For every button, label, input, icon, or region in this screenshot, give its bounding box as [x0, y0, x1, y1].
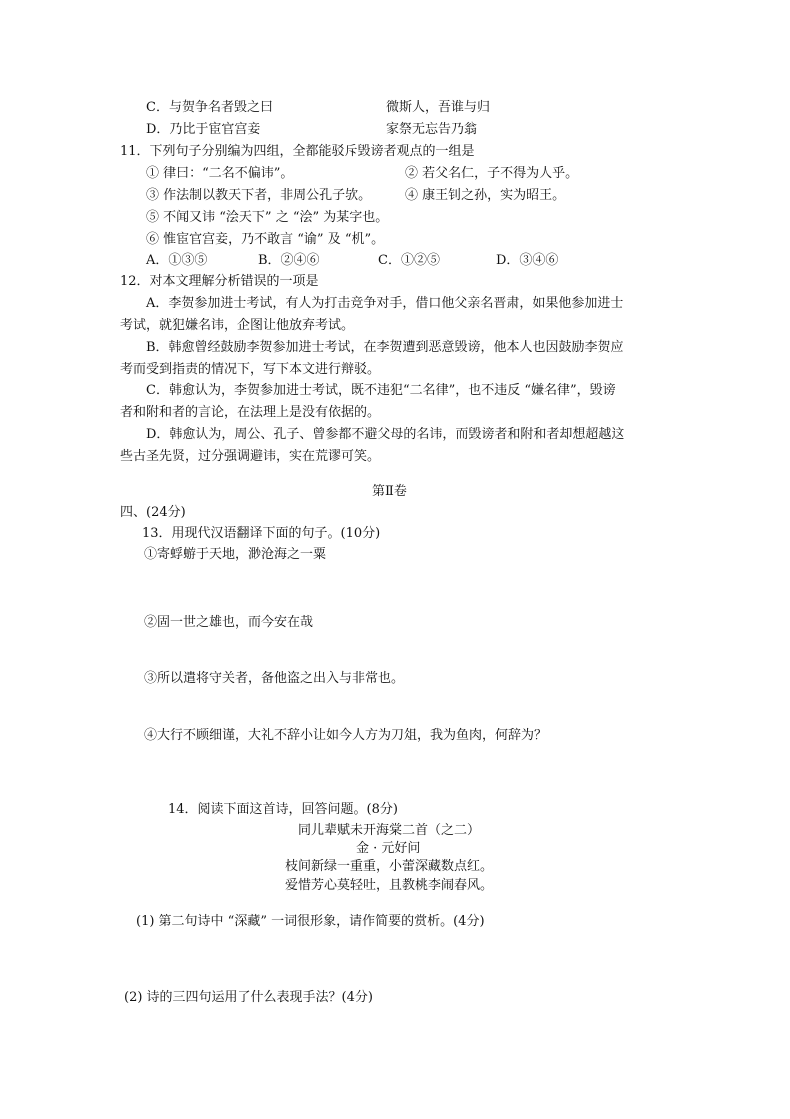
- q11-item-1: ① 律曰：“二名不偏讳”。: [146, 166, 294, 181]
- q11-item-3: ③ 作法制以教天下者，非周公孔子欤。: [146, 188, 372, 203]
- q13-sentence-4: ④大行不顾细谨，大礼不辞小让如今人方为刀俎，我为鱼肉，何辞为？: [144, 728, 548, 743]
- q12-stem: 12．对本文理解分析错误的一项是: [120, 274, 319, 289]
- q13-sentence-1: ①寄蜉蝣于天地，渺沧海之一粟: [144, 547, 327, 562]
- poem-line-1: 枝间新绿一重重，小蕾深藏数点红。: [285, 859, 494, 874]
- q14-stem: 14．阅读下面这首诗，回答问题。(8分): [168, 802, 398, 817]
- q11-option-a: A．①③⑤: [146, 253, 208, 268]
- q12-option-d-line1: D．韩愈认为，周公、孔子、曾参都不避父母的名讳，而毁谤者和附和者却想超越这: [146, 427, 625, 442]
- q11-item-2: ② 若父名仁，子不得为人乎。: [405, 166, 579, 181]
- q11-option-c: C．①②⑤: [378, 253, 440, 268]
- q12-option-d-line2: 些古圣先贤，过分强调避讳，实在荒谬可笑。: [120, 449, 381, 464]
- q11-option-d: D．③④⑥: [496, 253, 559, 268]
- q11-item-5: ⑤ 不闻又讳 “浍天下” 之 “浍” 为某字也。: [146, 210, 389, 225]
- q13-sentence-2: ②固一世之雄也，而今安在哉: [144, 615, 314, 630]
- q12-option-c-line1: C．韩愈认为，李贺参加进士考试，既不违犯“二名律”，也不违反 “嫌名律”，毁谤: [146, 383, 616, 398]
- part-heading: 第Ⅱ卷: [372, 484, 407, 499]
- q13-stem: 13．用现代汉语翻译下面的句子。(10分): [142, 526, 381, 541]
- section-heading: 四、(24分): [120, 505, 186, 520]
- q11-item-6: ⑥ 惟宦官宫妾，乃不敢言 “谕” 及 “机”。: [146, 232, 385, 247]
- poem-title: 同儿辈赋未开海棠二首（之二）: [298, 823, 481, 838]
- q10-option-c: C．与贺争名者毁之曰: [146, 100, 273, 115]
- q12-option-b-line1: B．韩愈曾经鼓励李贺参加进士考试，在李贺遭到恶意毁谤，他本人也因鼓励李贺应: [146, 340, 624, 355]
- q13-sentence-3: ③所以遣将守关者，备他盗之出入与非常也。: [144, 671, 405, 686]
- q10-option-c-right: 微斯人，吾谁与归: [386, 100, 491, 115]
- q14-subquestion-2: (2) 诗的三四句运用了什么表现手法？(4分): [124, 990, 373, 1005]
- q11-option-b: B．②④⑥: [258, 253, 320, 268]
- q11-item-4: ④ 康王钊之孙，实为昭王。: [405, 188, 566, 203]
- q14-subquestion-1: (1) 第二句诗中 “深藏” 一词很形象，请作简要的赏析。(4分): [136, 914, 485, 929]
- q12-option-b-line2: 考而受到指责的情况下，写下本文进行辩驳。: [120, 362, 381, 377]
- q11-stem: 11．下列句子分别编为四组，全都能驳斥毁谤者观点的一组是: [120, 144, 475, 159]
- q12-option-a-line1: A．李贺参加进士考试，有人为打击竞争对手，借口他父亲名晋肃，如果他参加进士: [146, 296, 624, 311]
- q10-option-d-right: 家祭无忘告乃翁: [386, 122, 478, 137]
- q10-option-d: D．乃比于宦官宫妾: [146, 122, 261, 137]
- poem-line-2: 爱惜芳心莫轻吐，且教桃李闹春风。: [285, 878, 494, 893]
- q12-option-a-line2: 考试，就犯嫌名讳，企图让他放弃考试。: [120, 318, 355, 333]
- poem-author: 金 · 元好问: [356, 841, 421, 856]
- q12-option-c-line2: 者和附和者的言论，在法理上是没有依据的。: [120, 405, 381, 420]
